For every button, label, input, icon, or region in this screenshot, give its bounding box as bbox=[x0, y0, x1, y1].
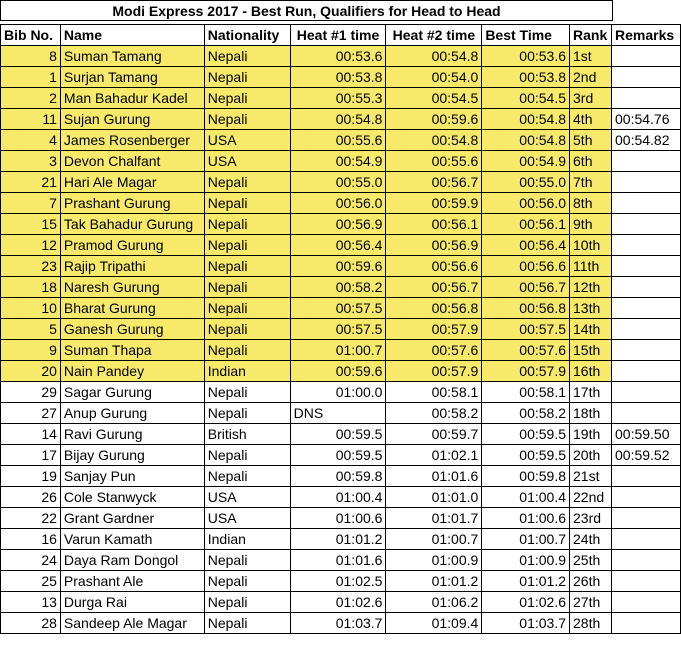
header-bib: Bib No. bbox=[1, 25, 61, 46]
cell-name: Sanjay Pun bbox=[60, 466, 204, 487]
cell-bib: 26 bbox=[1, 487, 61, 508]
cell-bib: 18 bbox=[1, 277, 61, 298]
cell-bib: 21 bbox=[1, 172, 61, 193]
cell-best-time: 00:58.1 bbox=[482, 382, 570, 403]
results-body bbox=[1, 46, 681, 634]
cell-nationality: Nepali bbox=[204, 277, 290, 298]
cell-nationality: British bbox=[204, 424, 290, 445]
cell-rank: 2nd bbox=[570, 67, 612, 88]
cell-heat2: 01:00.9 bbox=[386, 550, 482, 571]
cell-rank: 22nd bbox=[570, 487, 612, 508]
cell-name: Ravi Gurung bbox=[60, 424, 204, 445]
cell-remarks bbox=[612, 151, 681, 172]
cell-nationality: Nepali bbox=[204, 592, 290, 613]
cell-nationality: Nepali bbox=[204, 214, 290, 235]
cell-rank: 5th bbox=[570, 130, 612, 151]
cell-heat1: 00:59.5 bbox=[290, 424, 386, 445]
cell-bib: 11 bbox=[1, 109, 61, 130]
cell-bib: 16 bbox=[1, 529, 61, 550]
cell-heat1: 00:56.0 bbox=[290, 193, 386, 214]
cell-best-time: 01:00.4 bbox=[482, 487, 570, 508]
cell-remarks bbox=[612, 67, 681, 88]
table-row bbox=[1, 424, 681, 445]
cell-nationality: Nepali bbox=[204, 193, 290, 214]
cell-heat1: 00:53.6 bbox=[290, 46, 386, 67]
cell-heat2: 00:59.7 bbox=[386, 424, 482, 445]
cell-heat2: 00:59.6 bbox=[386, 109, 482, 130]
cell-heat2: 00:56.7 bbox=[386, 172, 482, 193]
table-row bbox=[1, 130, 681, 151]
cell-best-time: 00:53.6 bbox=[482, 46, 570, 67]
cell-heat1: 01:00.6 bbox=[290, 508, 386, 529]
cell-remarks bbox=[612, 340, 681, 361]
table-row bbox=[1, 571, 681, 592]
cell-heat1: 00:53.8 bbox=[290, 67, 386, 88]
cell-nationality: Nepali bbox=[204, 46, 290, 67]
cell-remarks bbox=[612, 613, 681, 634]
cell-heat1: 00:56.4 bbox=[290, 235, 386, 256]
cell-best-time: 01:03.7 bbox=[482, 613, 570, 634]
cell-rank: 17th bbox=[570, 382, 612, 403]
cell-bib: 14 bbox=[1, 424, 61, 445]
cell-heat1: 00:59.6 bbox=[290, 361, 386, 382]
cell-best-time: 00:56.0 bbox=[482, 193, 570, 214]
cell-rank: 7th bbox=[570, 172, 612, 193]
cell-name: Varun Kamath bbox=[60, 529, 204, 550]
cell-name: Prashant Gurung bbox=[60, 193, 204, 214]
cell-heat1: 01:01.6 bbox=[290, 550, 386, 571]
cell-remarks bbox=[612, 193, 681, 214]
cell-heat2: 00:56.7 bbox=[386, 277, 482, 298]
table-row bbox=[1, 277, 681, 298]
cell-bib: 1 bbox=[1, 67, 61, 88]
cell-name: Sujan Gurung bbox=[60, 109, 204, 130]
table-row bbox=[1, 235, 681, 256]
cell-bib: 2 bbox=[1, 88, 61, 109]
cell-heat2: 00:56.1 bbox=[386, 214, 482, 235]
cell-rank: 15th bbox=[570, 340, 612, 361]
cell-best-time: 01:00.6 bbox=[482, 508, 570, 529]
cell-remarks bbox=[612, 550, 681, 571]
cell-heat1: 00:58.2 bbox=[290, 277, 386, 298]
cell-nationality: Nepali bbox=[204, 256, 290, 277]
cell-remarks bbox=[612, 571, 681, 592]
cell-nationality: Nepali bbox=[204, 88, 290, 109]
cell-name: Ganesh Gurung bbox=[60, 319, 204, 340]
cell-remarks bbox=[612, 235, 681, 256]
cell-heat2: 00:55.6 bbox=[386, 151, 482, 172]
cell-nationality: Nepali bbox=[204, 67, 290, 88]
cell-name: Suman Tamang bbox=[60, 46, 204, 67]
table-row bbox=[1, 298, 681, 319]
cell-name: Suman Thapa bbox=[60, 340, 204, 361]
sheet-title: Modi Express 2017 - Best Run, Qualifiers for Head to Head bbox=[0, 0, 613, 21]
cell-heat2: 00:57.9 bbox=[386, 319, 482, 340]
cell-best-time: 00:59.5 bbox=[482, 445, 570, 466]
cell-remarks bbox=[612, 529, 681, 550]
cell-best-time: 00:59.8 bbox=[482, 466, 570, 487]
cell-remarks bbox=[612, 277, 681, 298]
cell-heat2: 01:01.7 bbox=[386, 508, 482, 529]
table-row bbox=[1, 550, 681, 571]
table-row bbox=[1, 487, 681, 508]
table-row bbox=[1, 172, 681, 193]
cell-bib: 10 bbox=[1, 298, 61, 319]
cell-rank: 21st bbox=[570, 466, 612, 487]
cell-remarks bbox=[612, 382, 681, 403]
cell-nationality: Nepali bbox=[204, 571, 290, 592]
cell-rank: 24th bbox=[570, 529, 612, 550]
cell-name: Bharat Gurung bbox=[60, 298, 204, 319]
cell-nationality: USA bbox=[204, 487, 290, 508]
cell-heat1: 01:02.6 bbox=[290, 592, 386, 613]
cell-heat1: 00:54.8 bbox=[290, 109, 386, 130]
cell-best-time: 00:54.5 bbox=[482, 88, 570, 109]
header-nationality: Nationality bbox=[204, 25, 290, 46]
cell-best-time: 00:56.6 bbox=[482, 256, 570, 277]
cell-heat2: 00:58.1 bbox=[386, 382, 482, 403]
cell-nationality: Indian bbox=[204, 529, 290, 550]
cell-best-time: 00:57.5 bbox=[482, 319, 570, 340]
cell-rank: 9th bbox=[570, 214, 612, 235]
cell-name: Durga Rai bbox=[60, 592, 204, 613]
cell-rank: 20th bbox=[570, 445, 612, 466]
header-remarks: Remarks bbox=[612, 25, 681, 46]
cell-heat1: 01:00.7 bbox=[290, 340, 386, 361]
cell-nationality: Nepali bbox=[204, 319, 290, 340]
cell-remarks bbox=[612, 46, 681, 67]
cell-best-time: 00:54.8 bbox=[482, 130, 570, 151]
cell-name: Sagar Gurung bbox=[60, 382, 204, 403]
header-name: Name bbox=[60, 25, 204, 46]
cell-best-time: 00:54.9 bbox=[482, 151, 570, 172]
table-row bbox=[1, 445, 681, 466]
cell-nationality: Nepali bbox=[204, 445, 290, 466]
cell-name: Naresh Gurung bbox=[60, 277, 204, 298]
cell-nationality: Nepali bbox=[204, 403, 290, 424]
cell-nationality: Nepali bbox=[204, 172, 290, 193]
cell-heat1: 01:03.7 bbox=[290, 613, 386, 634]
header-heat1: Heat #1 time bbox=[290, 25, 386, 46]
cell-bib: 8 bbox=[1, 46, 61, 67]
header-best: Best Time bbox=[482, 25, 570, 46]
table-row bbox=[1, 193, 681, 214]
cell-bib: 12 bbox=[1, 235, 61, 256]
cell-rank: 4th bbox=[570, 109, 612, 130]
cell-rank: 11th bbox=[570, 256, 612, 277]
table-row bbox=[1, 361, 681, 382]
cell-best-time: 00:55.0 bbox=[482, 172, 570, 193]
cell-heat2: 01:02.1 bbox=[386, 445, 482, 466]
cell-heat2: 00:54.8 bbox=[386, 130, 482, 151]
cell-best-time: 01:01.2 bbox=[482, 571, 570, 592]
cell-rank: 8th bbox=[570, 193, 612, 214]
cell-remarks bbox=[612, 487, 681, 508]
cell-heat1: 01:00.4 bbox=[290, 487, 386, 508]
cell-best-time: 00:56.1 bbox=[482, 214, 570, 235]
cell-name: Anup Gurung bbox=[60, 403, 204, 424]
table-row bbox=[1, 403, 681, 424]
cell-bib: 17 bbox=[1, 445, 61, 466]
header-heat2: Heat #2 time bbox=[386, 25, 482, 46]
table-row bbox=[1, 382, 681, 403]
cell-name: Pramod Gurung bbox=[60, 235, 204, 256]
cell-heat1: 00:59.6 bbox=[290, 256, 386, 277]
cell-nationality: Nepali bbox=[204, 298, 290, 319]
cell-remarks: 00:59.50 bbox=[612, 424, 681, 445]
cell-name: Grant Gardner bbox=[60, 508, 204, 529]
cell-heat2: 00:58.2 bbox=[386, 403, 482, 424]
cell-best-time: 01:00.7 bbox=[482, 529, 570, 550]
cell-bib: 9 bbox=[1, 340, 61, 361]
cell-bib: 3 bbox=[1, 151, 61, 172]
table-row bbox=[1, 592, 681, 613]
cell-rank: 16th bbox=[570, 361, 612, 382]
cell-best-time: 01:02.6 bbox=[482, 592, 570, 613]
cell-name: Surjan Tamang bbox=[60, 67, 204, 88]
cell-best-time: 00:57.6 bbox=[482, 340, 570, 361]
cell-best-time: 00:54.8 bbox=[482, 109, 570, 130]
cell-nationality: Nepali bbox=[204, 466, 290, 487]
cell-rank: 1st bbox=[570, 46, 612, 67]
cell-bib: 22 bbox=[1, 508, 61, 529]
cell-rank: 14th bbox=[570, 319, 612, 340]
cell-bib: 27 bbox=[1, 403, 61, 424]
cell-heat2: 00:54.8 bbox=[386, 46, 482, 67]
table-row bbox=[1, 466, 681, 487]
cell-remarks bbox=[612, 172, 681, 193]
cell-best-time: 00:56.7 bbox=[482, 277, 570, 298]
cell-rank: 19th bbox=[570, 424, 612, 445]
cell-heat2: 01:09.4 bbox=[386, 613, 482, 634]
results-table bbox=[0, 24, 681, 634]
cell-heat2: 00:56.6 bbox=[386, 256, 482, 277]
cell-heat2: 01:01.2 bbox=[386, 571, 482, 592]
cell-name: Man Bahadur Kadel bbox=[60, 88, 204, 109]
cell-name: Daya Ram Dongol bbox=[60, 550, 204, 571]
cell-name: Prashant Ale bbox=[60, 571, 204, 592]
table-row bbox=[1, 340, 681, 361]
cell-nationality: Nepali bbox=[204, 382, 290, 403]
cell-name: James Rosenberger bbox=[60, 130, 204, 151]
cell-name: Nain Pandey bbox=[60, 361, 204, 382]
cell-best-time: 00:57.9 bbox=[482, 361, 570, 382]
cell-heat1: 00:57.5 bbox=[290, 298, 386, 319]
cell-heat1: 01:01.2 bbox=[290, 529, 386, 550]
cell-heat2: 00:56.9 bbox=[386, 235, 482, 256]
table-row bbox=[1, 151, 681, 172]
cell-bib: 25 bbox=[1, 571, 61, 592]
cell-remarks bbox=[612, 361, 681, 382]
table-row bbox=[1, 529, 681, 550]
cell-heat2: 00:57.6 bbox=[386, 340, 482, 361]
cell-heat1: 00:59.5 bbox=[290, 445, 386, 466]
cell-heat1: 01:00.0 bbox=[290, 382, 386, 403]
cell-remarks: 00:54.76 bbox=[612, 109, 681, 130]
cell-bib: 24 bbox=[1, 550, 61, 571]
cell-rank: 10th bbox=[570, 235, 612, 256]
cell-nationality: USA bbox=[204, 508, 290, 529]
cell-remarks bbox=[612, 403, 681, 424]
cell-rank: 6th bbox=[570, 151, 612, 172]
cell-bib: 15 bbox=[1, 214, 61, 235]
cell-best-time: 00:58.2 bbox=[482, 403, 570, 424]
cell-best-time: 00:59.5 bbox=[482, 424, 570, 445]
cell-nationality: Nepali bbox=[204, 340, 290, 361]
table-row bbox=[1, 46, 681, 67]
cell-heat1: 00:59.8 bbox=[290, 466, 386, 487]
cell-rank: 28th bbox=[570, 613, 612, 634]
cell-heat1: 00:57.5 bbox=[290, 319, 386, 340]
cell-rank: 18th bbox=[570, 403, 612, 424]
cell-name: Cole Stanwyck bbox=[60, 487, 204, 508]
cell-nationality: Indian bbox=[204, 361, 290, 382]
table-row bbox=[1, 613, 681, 634]
cell-heat2: 01:00.7 bbox=[386, 529, 482, 550]
cell-heat2: 01:01.6 bbox=[386, 466, 482, 487]
cell-heat1: 01:02.5 bbox=[290, 571, 386, 592]
cell-bib: 13 bbox=[1, 592, 61, 613]
cell-remarks bbox=[612, 508, 681, 529]
cell-heat2: 00:57.9 bbox=[386, 361, 482, 382]
cell-name: Rajip Tripathi bbox=[60, 256, 204, 277]
cell-bib: 29 bbox=[1, 382, 61, 403]
cell-heat2: 00:56.8 bbox=[386, 298, 482, 319]
cell-nationality: Nepali bbox=[204, 235, 290, 256]
cell-heat2: 00:54.0 bbox=[386, 67, 482, 88]
cell-name: Bijay Gurung bbox=[60, 445, 204, 466]
cell-bib: 28 bbox=[1, 613, 61, 634]
cell-heat1: 00:56.9 bbox=[290, 214, 386, 235]
cell-best-time: 00:56.4 bbox=[482, 235, 570, 256]
cell-rank: 25th bbox=[570, 550, 612, 571]
cell-remarks bbox=[612, 319, 681, 340]
cell-remarks: 00:54.82 bbox=[612, 130, 681, 151]
cell-nationality: Nepali bbox=[204, 550, 290, 571]
cell-bib: 5 bbox=[1, 319, 61, 340]
table-row bbox=[1, 67, 681, 88]
cell-name: Hari Ale Magar bbox=[60, 172, 204, 193]
cell-remarks bbox=[612, 298, 681, 319]
cell-remarks bbox=[612, 88, 681, 109]
header-row bbox=[1, 25, 681, 46]
cell-nationality: Nepali bbox=[204, 109, 290, 130]
cell-rank: 26th bbox=[570, 571, 612, 592]
cell-best-time: 00:53.8 bbox=[482, 67, 570, 88]
table-row bbox=[1, 508, 681, 529]
cell-nationality: USA bbox=[204, 151, 290, 172]
cell-heat2: 00:59.9 bbox=[386, 193, 482, 214]
cell-rank: 13th bbox=[570, 298, 612, 319]
cell-nationality: Nepali bbox=[204, 613, 290, 634]
cell-heat1: 00:55.3 bbox=[290, 88, 386, 109]
cell-bib: 20 bbox=[1, 361, 61, 382]
cell-name: Devon Chalfant bbox=[60, 151, 204, 172]
cell-remarks bbox=[612, 256, 681, 277]
table-row bbox=[1, 256, 681, 277]
cell-remarks: 00:59.52 bbox=[612, 445, 681, 466]
cell-bib: 19 bbox=[1, 466, 61, 487]
cell-heat2: 01:06.2 bbox=[386, 592, 482, 613]
cell-best-time: 01:00.9 bbox=[482, 550, 570, 571]
cell-bib: 4 bbox=[1, 130, 61, 151]
cell-heat1: 00:54.9 bbox=[290, 151, 386, 172]
table-row bbox=[1, 88, 681, 109]
cell-name: Tak Bahadur Gurung bbox=[60, 214, 204, 235]
cell-bib: 7 bbox=[1, 193, 61, 214]
cell-heat2: 01:01.0 bbox=[386, 487, 482, 508]
cell-remarks bbox=[612, 214, 681, 235]
table-row bbox=[1, 109, 681, 130]
cell-bib: 23 bbox=[1, 256, 61, 277]
cell-heat1: DNS bbox=[290, 403, 386, 424]
cell-heat2: 00:54.5 bbox=[386, 88, 482, 109]
cell-rank: 3rd bbox=[570, 88, 612, 109]
cell-heat1: 00:55.6 bbox=[290, 130, 386, 151]
cell-heat1: 00:55.0 bbox=[290, 172, 386, 193]
cell-best-time: 00:56.8 bbox=[482, 298, 570, 319]
cell-remarks bbox=[612, 592, 681, 613]
table-row bbox=[1, 319, 681, 340]
cell-name: Sandeep Ale Magar bbox=[60, 613, 204, 634]
cell-rank: 27th bbox=[570, 592, 612, 613]
header-rank: Rank bbox=[570, 25, 612, 46]
cell-rank: 23rd bbox=[570, 508, 612, 529]
cell-nationality: USA bbox=[204, 130, 290, 151]
cell-remarks bbox=[612, 466, 681, 487]
cell-rank: 12th bbox=[570, 277, 612, 298]
table-row bbox=[1, 214, 681, 235]
